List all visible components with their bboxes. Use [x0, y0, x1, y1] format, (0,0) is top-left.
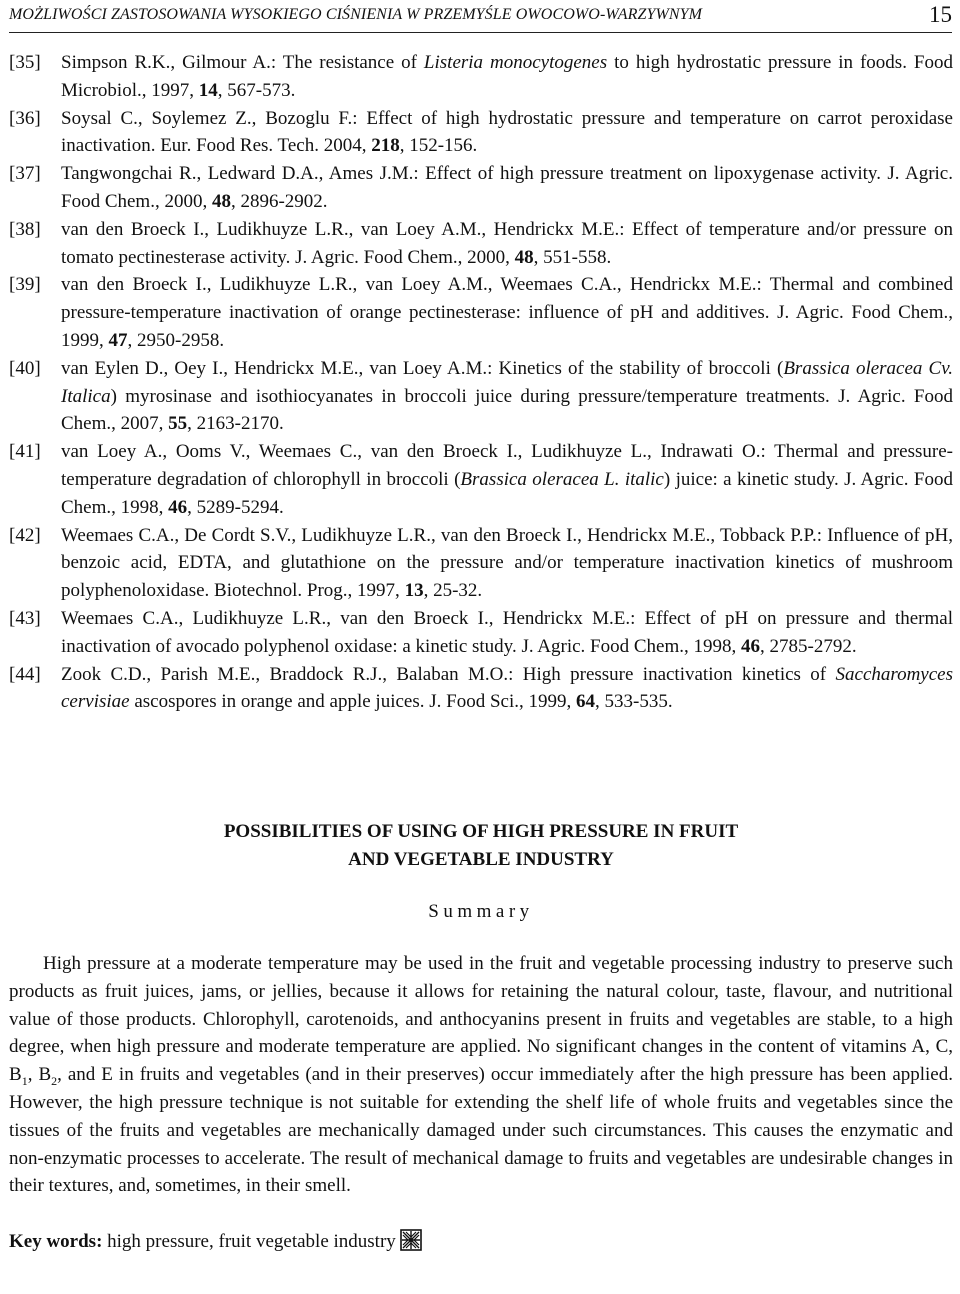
reference-text-segment: Zook C.D., Parish M.E., Braddock R.J., Balaban M.O.: High pressure inactivation kinetics of — [61, 663, 836, 685]
reference-number: [38] — [9, 218, 41, 240]
reference-text-segment: , 152-156. — [399, 135, 478, 157]
reference-number: [41] — [9, 441, 41, 463]
reference-text-segment: 13 — [404, 580, 424, 602]
reference-text-segment: , 533-535. — [595, 691, 673, 713]
reference-text-segment: Brassica oleracea L. italic — [460, 468, 664, 490]
reference-text — [61, 52, 953, 101]
reference-text-segment: Weemaes C.A., De Cordt S.V., Ludikhuyze L.R., van den Broeck I., Hendrickx M.E., Tobback P.P.: Influence of pH, benzoic acid, EDTA, and glutathione on the pressure and/or temperature inactivation kinetics of mushroom polyphenoloxidase. Biotechnol. Prog., 1997, — [61, 524, 953, 602]
reference-text-segment: Simpson R.K., Gilmour A.: The resistance of — [61, 52, 424, 73]
reference-text-segment: ) juice: a kinetic study. J. Agric. Food Chem., 1998, — [61, 468, 953, 518]
reference-text-segment: van den Broeck I., Ludikhuyze L.R., van Loey A.M., Hendrickx M.E.: Effect of temperature and/or pressure on tomato pectinesterase activity. J. Agric. Food Chem., 2000, — [61, 218, 953, 268]
reference-text-segment: , 2896-2902. — [230, 190, 328, 212]
reference-list — [9, 49, 953, 716]
reference-text-segment: to high hydrostatic pressure in foods. Food Microbiol., 1997, — [61, 52, 953, 101]
reference-text-segment: van Loey A., Ooms V., Weemaes C., van den Broeck I., Ludikhuyze L., Indrawati O.: Thermal and pressure-temperature degradation of chlorophyll in broccoli ( — [61, 441, 953, 490]
reference-text-segment: Tangwongchai R., Ledward D.A., Ames J.M.: Effect of high pressure treatment on lipoxygenase activity. J. Agric. Food Chem., 2000, — [61, 163, 953, 212]
reference-item — [9, 522, 953, 605]
end-of-article-icon — [400, 1229, 422, 1260]
reference-text-segment: , 551-558. — [533, 246, 612, 268]
reference-text-segment: ascospores in orange and apple juices. J. Food Sci., 1999, — [129, 691, 576, 713]
reference-text-segment: Italica — [61, 385, 111, 407]
reference-text — [61, 163, 953, 212]
reference-text-segment: van Eylen D., Oey I., Hendrickx M.E., van Loey A.M.: Kinetics of the stability of broccoli ( — [61, 357, 784, 379]
abstract-text-segment: 2 — [51, 1073, 58, 1088]
reference-text-segment: 47 — [108, 329, 128, 351]
reference-text-segment: , 5289-5294. — [187, 496, 284, 518]
reference-text-segment: , 2950-2958. — [127, 329, 225, 351]
reference-text — [61, 274, 953, 351]
reference-number: [40] — [9, 357, 41, 379]
reference-text — [61, 664, 953, 713]
english-summary-section — [9, 818, 953, 1260]
summary-title — [9, 818, 953, 874]
reference-text — [61, 219, 953, 268]
keywords-line — [9, 1228, 953, 1260]
reference-item — [9, 661, 953, 717]
reference-text-segment: Weemaes C.A., Ludikhuyze L.R., van den Broeck I., Hendrickx M.E.: Effect of pH on pressure and thermal inactivation of avocado polyphenol oxidase: a kinetic study. J. Agric. Food Chem., 1998, — [61, 607, 953, 657]
running-header-title: MOŻLIWOŚCI ZASTOSOWANIA WYSOKIEGO CIŚNIENIA W PRZEMYŚLE OWOCOWO-WARZYWNYM — [9, 6, 703, 23]
reference-number: [42] — [9, 524, 41, 546]
reference-text-segment: , 25-32. — [423, 580, 483, 602]
reference-text-segment: , 2163-2170. — [187, 413, 284, 435]
reference-number: [43] — [9, 607, 41, 629]
reference-number: [39] — [9, 274, 41, 296]
keywords-label: Key words: — [9, 1231, 103, 1253]
summary-title-line-2: AND VEGETABLE INDUSTRY — [348, 849, 614, 870]
reference-number: [36] — [9, 107, 41, 129]
abstract-paragraph — [9, 950, 953, 1200]
reference-item — [9, 271, 953, 354]
reference-number: [37] — [9, 163, 41, 185]
summary-heading: Summary — [428, 901, 534, 922]
reference-text — [61, 108, 953, 157]
reference-text-segment: 46 — [741, 635, 761, 657]
reference-text — [61, 608, 953, 657]
reference-text-segment: Listeria monocytogenes — [423, 52, 608, 73]
reference-item — [9, 49, 953, 105]
reference-text-segment: Brassica oleracea Cv. — [783, 357, 953, 379]
reference-text-segment: 55 — [168, 413, 188, 435]
running-header — [9, 2, 952, 33]
abstract-text-segment: , and E in fruits and vegetables (and in their preserves) occur immediately after the high pressure has been applied. However, the high pressure technique is not suitable for extending the shelf life of whole fruits and vegetables since the tissues of the fruits and vegetables are mechanically damaged under such circumstances. This causes the enzymatic and non-enzymatic processes to accelerate. The result of mechanical damage to fruits and vegetables are undesirable changes in their textures, and, sometimes, in their smell. — [9, 1064, 953, 1197]
reference-text — [61, 358, 953, 435]
reference-text-segment: Soysal C., Soylemez Z., Bozoglu F.: Effect of high hydrostatic pressure and temperature on carrot peroxidase inactivation. Eur. Food Res. Tech. 2004, — [61, 107, 953, 157]
abstract-text-segment: , B — [27, 1064, 52, 1086]
reference-text-segment: 46 — [168, 496, 188, 518]
reference-item — [9, 438, 953, 521]
reference-text — [61, 441, 953, 518]
reference-item — [9, 105, 953, 161]
reference-text-segment: 48 — [514, 246, 534, 268]
reference-number: [44] — [9, 663, 41, 685]
reference-text-segment: , 567-573. — [217, 79, 296, 101]
reference-item — [9, 160, 953, 216]
summary-title-line-1: POSSIBILITIES OF USING OF HIGH PRESSURE IN FRUIT — [223, 821, 739, 842]
reference-item — [9, 216, 953, 272]
reference-text — [61, 525, 953, 602]
reference-text-segment: Saccharomyces cervisiae — [61, 663, 953, 713]
reference-text-segment: 218 — [371, 135, 400, 157]
reference-text-segment: 48 — [211, 190, 231, 212]
abstract-text-segment: High pressure at a moderate temperature may be used in the fruit and vegetable processing industry to preserve such products as fruit juices, jams, or jellies, because it allows for retaining the natural colour, taste, flavour, and nutritional value of those products. Chlorophyll, carotenoids, and anthocyanins present in fruits and vegetables are stable, to a high degree, when high pressure and moderate temperature are applied. No significant changes in the content of vitamins A, C, B — [9, 953, 953, 1086]
keywords-text: high pressure, fruit vegetable industry — [102, 1231, 396, 1253]
reference-text-segment: , 2785-2792. — [760, 635, 857, 657]
abstract-text-segment: 1 — [21, 1073, 28, 1088]
reference-item — [9, 605, 953, 661]
reference-number: [35] — [9, 52, 41, 73]
reference-text-segment: ) myrosinase and isothiocyanates in broccoli juice during pressure/temperature treatments. J. Agric. Food Chem., 2007, — [61, 385, 953, 435]
reference-item — [9, 355, 953, 438]
page-number: 15 — [929, 2, 952, 27]
reference-text-segment: 14 — [198, 79, 218, 101]
reference-text-segment: van den Broeck I., Ludikhuyze L.R., van Loey A.M., Weemaes C.A., Hendrickx M.E.: Thermal and combined pressure-temperature inactivation of orange pectinesterase: influence of pH and additives. J. Agric. Food Chem., 1999, — [61, 274, 953, 351]
reference-text-segment: 64 — [576, 691, 595, 713]
